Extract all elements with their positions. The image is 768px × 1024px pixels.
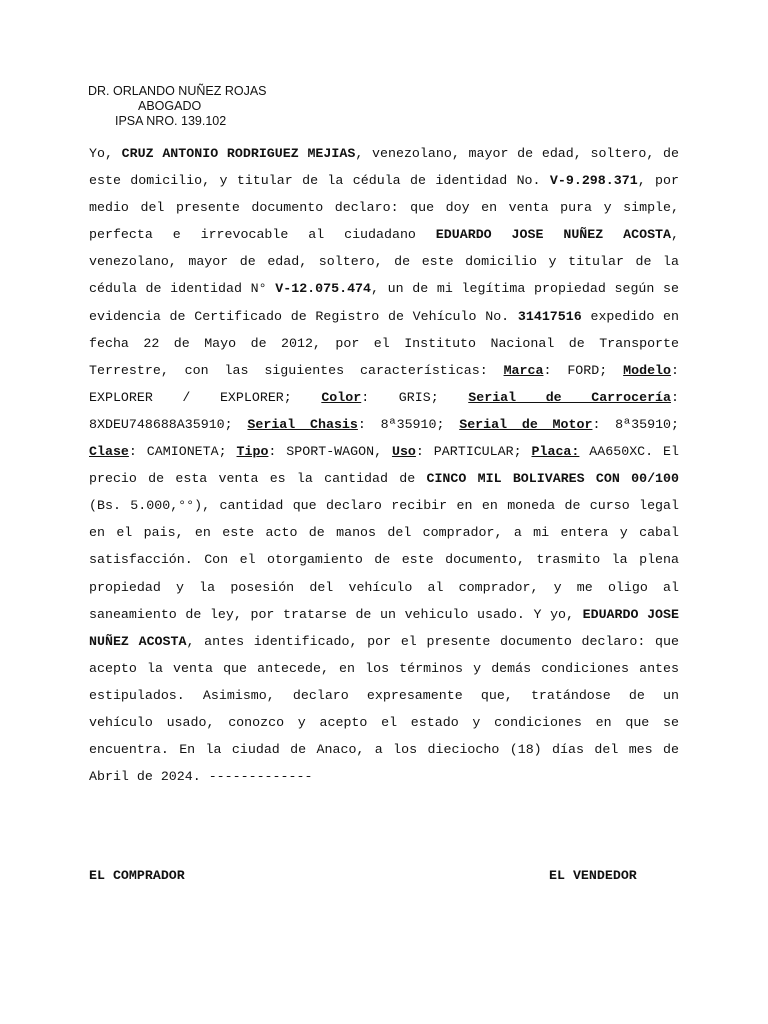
body-segment: : 8XDEU748688A35910; — [89, 389, 679, 432]
body-segment: Marca — [503, 362, 544, 378]
body-segment: 31417516 — [517, 308, 582, 324]
body-segment: Tipo — [236, 444, 269, 460]
body-segment: Clase — [89, 444, 129, 460]
body-segment: Modelo — [623, 362, 672, 378]
body-segment: V-9.298.371 — [549, 173, 638, 189]
seller-signature-label: EL VENDEDOR — [549, 868, 637, 883]
body-segment: : EXPLORER / EXPLORER; — [89, 362, 679, 405]
body-segment: : PARTICULAR; — [415, 444, 532, 460]
body-segment: , un de mi legítima propiedad según se evidencia de Certificado de Registro de Vehículo No. — [89, 281, 679, 324]
body-segment: Serial Chasis — [247, 416, 358, 432]
letterhead — [88, 84, 267, 129]
body-segment: (Bs. 5.000,°°), cantidad que declaro recibir en en moneda de curso legal en el pais, en este acto de manos del comprador, a mi entera y cabal satisfacción. Con el otorgamiento de este documento, trasmito la plena propiedad y la posesión del vehículo al comprador, y me oligo al saneamiento de ley, por tratarse de un vehiculo usado. Y yo, — [89, 498, 679, 622]
body-segment: : FORD; — [543, 362, 624, 378]
ipsa-number: IPSA NRO. 139.102 — [115, 114, 227, 128]
body-segment: EDUARDO JOSE NUÑEZ ACOSTA — [89, 606, 679, 649]
body-segment: : GRIS; — [361, 389, 469, 405]
body-segment: : SPORT-WAGON, — [268, 444, 392, 460]
body-segment: CRUZ ANTONIO RODRIGUEZ MEJIAS — [121, 146, 356, 161]
body-segment: , venezolano, mayor de edad, soltero, de este domicilio y titular de la cédula de identidad N° — [89, 227, 679, 297]
body-segment: Serial de Carrocería — [468, 389, 672, 405]
document-body — [89, 140, 679, 790]
body-segment: CINCO MIL BOLIVARES CON 00/100 — [426, 471, 679, 487]
lawyer-title: ABOGADO — [138, 99, 202, 113]
body-segment: Yo, — [89, 146, 122, 161]
buyer-signature-label: EL COMPRADOR — [89, 868, 185, 883]
body-segment: , antes identificado, por el presente documento declaro: que acepto la venta que antecede, en los términos y demás condiciones antes estipulados. Asimismo, declaro expresamente que, tratándose de un vehículo usado, conozco y acepto el estado y condiciones en que se encuentra. En la ciudad de Anaco, a los dieciocho (18) días del mes de Abril de 2024. ------------- — [89, 633, 679, 785]
body-segment: , por medio del presente documento declaro: que doy en venta pura y simple, perfecta e irrevocable al ciudadano — [89, 173, 679, 243]
body-segment: EDUARDO JOSE NUÑEZ ACOSTA — [435, 227, 672, 243]
body-segment: , venezolano, mayor de edad, soltero, de este domicilio, y titular de la cédula de identidad No. — [89, 146, 679, 189]
body-segment: V-12.075.474 — [275, 281, 372, 297]
lawyer-name: DR. ORLANDO NUÑEZ ROJAS — [88, 84, 267, 98]
body-segment: : 8ª35910; — [357, 416, 460, 432]
body-segment: Color — [321, 389, 362, 405]
body-segment: : 8ª35910; — [592, 416, 680, 432]
body-segment: : CAMIONETA; — [128, 444, 237, 460]
body-segment: AA650XC. El precio de esta venta es la cantidad de — [89, 444, 679, 487]
body-segment: Placa: — [531, 444, 580, 460]
body-segment: Uso — [391, 444, 416, 460]
body-segment: Serial de Motor — [459, 416, 593, 432]
body-segment: expedido en fecha 22 de Mayo de 2012, por el Instituto Nacional de Transporte Terrestre, con las siguientes características: — [89, 308, 679, 378]
